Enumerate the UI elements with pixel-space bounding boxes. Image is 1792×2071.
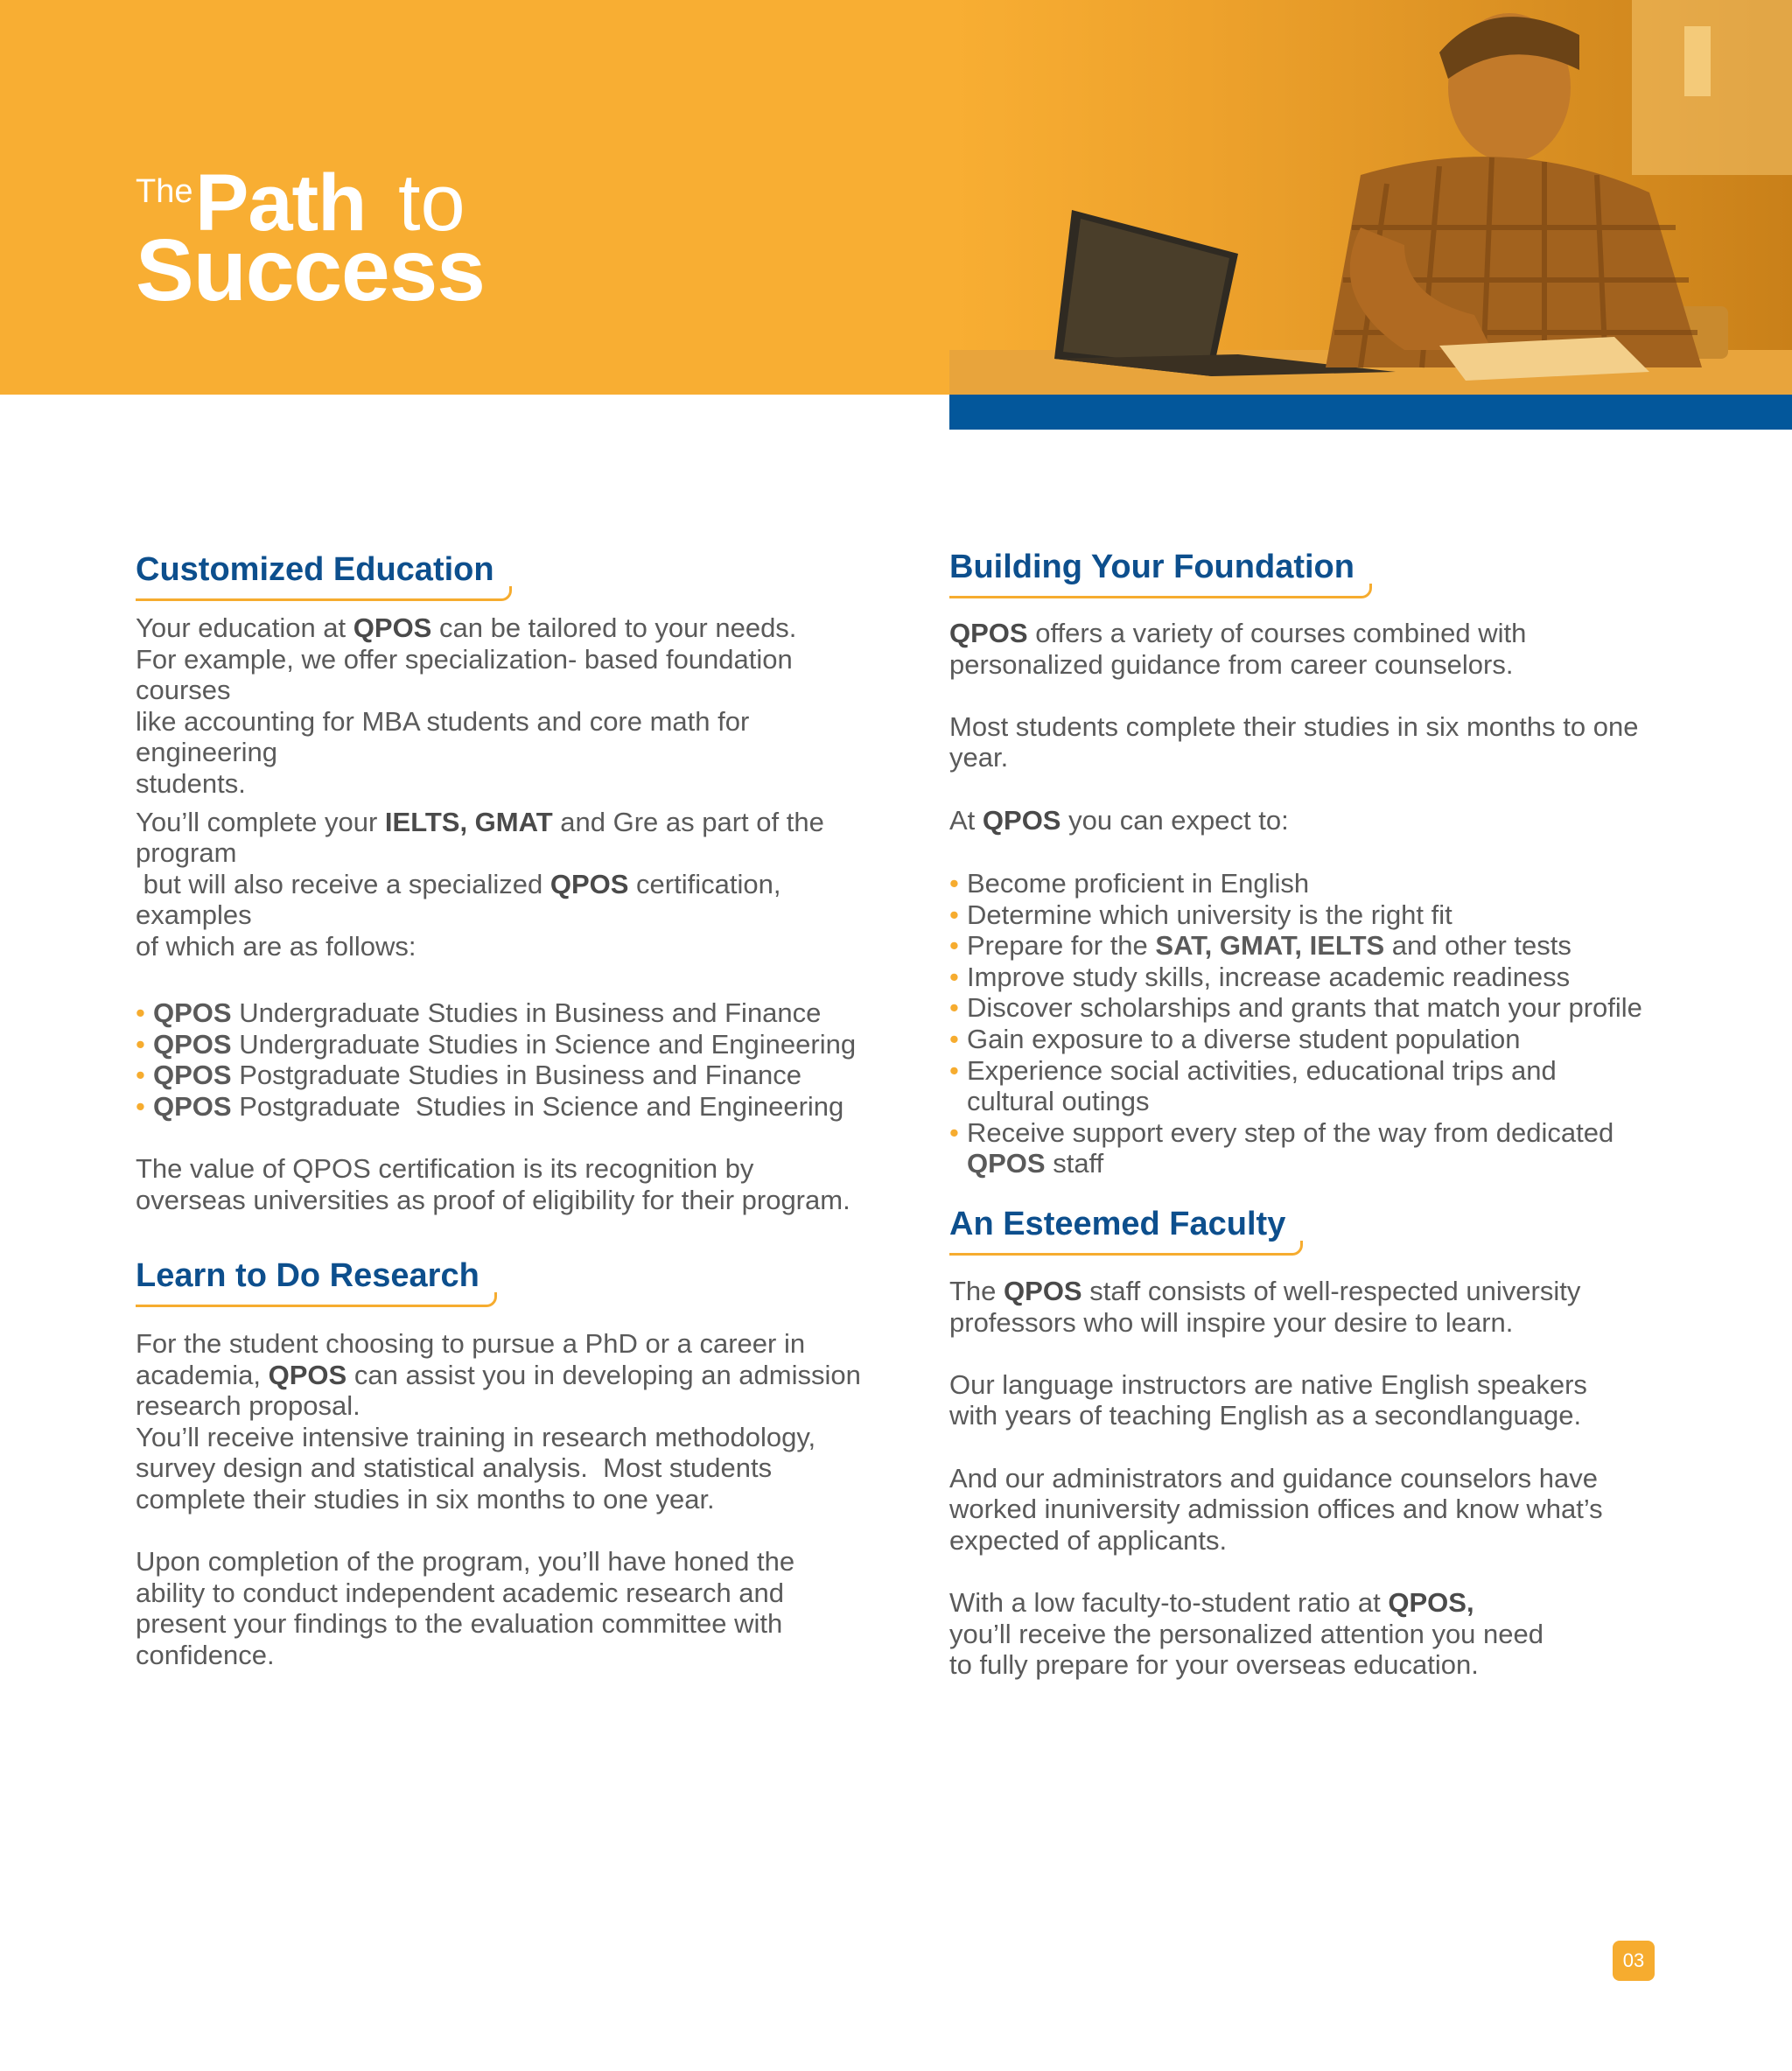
title-to: to: [398, 158, 466, 248]
list-item: • Prepare for the SAT, GMAT, IELTS and other tests: [949, 930, 1772, 962]
blue-accent-bar: [949, 395, 1792, 430]
foundation-text: QPOS offers a variety of courses combined with personalized guidance from career counselors. Most students complete their studies in six months to one year. At QPOS you can expect to:: [949, 618, 1639, 836]
list-item: • QPOS Undergraduate Studies in Business and Finance: [136, 997, 923, 1029]
foundation-heading: Building Your Foundation: [949, 549, 1372, 586]
faculty-text: The QPOS staff consists of well-respected university professors who will inspire your desire to learn. Our language instructors are native English speakers with years of teaching English as a secondlanguage. And our administrators and guidance counselors have worked inuniversity admission offices and know what’s expected of applicants. With a low faculty-to-student ratio at QPOS, you’ll receive the personalized attention you need to fully prepare for your overseas education.: [949, 1276, 1603, 1681]
certification-value-text: The value of QPOS certification is its recognition by overseas universities as proof of eligibility for their program.: [136, 1153, 850, 1215]
list-item: • Discover scholarships and grants that match your profile: [949, 992, 1772, 1024]
list-item: • QPOS Postgraduate Studies in Science and Engineering: [136, 1091, 923, 1123]
expectations-list: [949, 868, 1772, 1179]
list-item: • Determine which university is the right fit: [949, 899, 1772, 931]
student-photo: [949, 0, 1792, 395]
student-laptop-illustration: [949, 0, 1792, 395]
page-number: 03: [1613, 1941, 1655, 1981]
customized-education-text: Your education at QPOS can be tailored to your needs. For example, we offer specialization- based foundation courses like accounting for MBA students and core math for engineering students. You’ll complete your IELTS, GMAT and Gre as part of the program but will also receive a specialized QPOS certification, examples of which are as follows:: [136, 612, 824, 962]
title-path: Path: [195, 158, 367, 248]
list-item: • QPOS Postgraduate Studies in Business and Finance: [136, 1060, 923, 1091]
list-item: • Experience social activities, educational trips and cultural outings: [949, 1055, 1772, 1117]
research-heading: Learn to Do Research: [136, 1257, 497, 1295]
faculty-heading: An Esteemed Faculty: [949, 1206, 1303, 1243]
title-success: Success: [136, 221, 485, 319]
list-item: • Become proficient in English: [949, 868, 1772, 899]
research-text: For the student choosing to pursue a PhD or a career in academia, QPOS can assist you in developing an admission research proposal. You’ll receive intensive training in research methodology, survey design and statistical analysis. Most students complete their studies in six months to one year. Upon completion of the program, you’ll have honed the ability to conduct independent academic research and present your findings to the evaluation committee with confidence.: [136, 1328, 861, 1670]
list-item: • Gain exposure to a diverse student population: [949, 1024, 1772, 1055]
customized-education-heading: Customized Education: [136, 551, 512, 589]
title-the: The: [136, 173, 193, 210]
list-item: • Receive support every step of the way from dedicated QPOS staff: [949, 1117, 1772, 1179]
list-item: • Improve study skills, increase academic readiness: [949, 962, 1772, 993]
list-item: • QPOS Undergraduate Studies in Science and Engineering: [136, 1029, 923, 1060]
certification-list: [136, 997, 923, 1122]
